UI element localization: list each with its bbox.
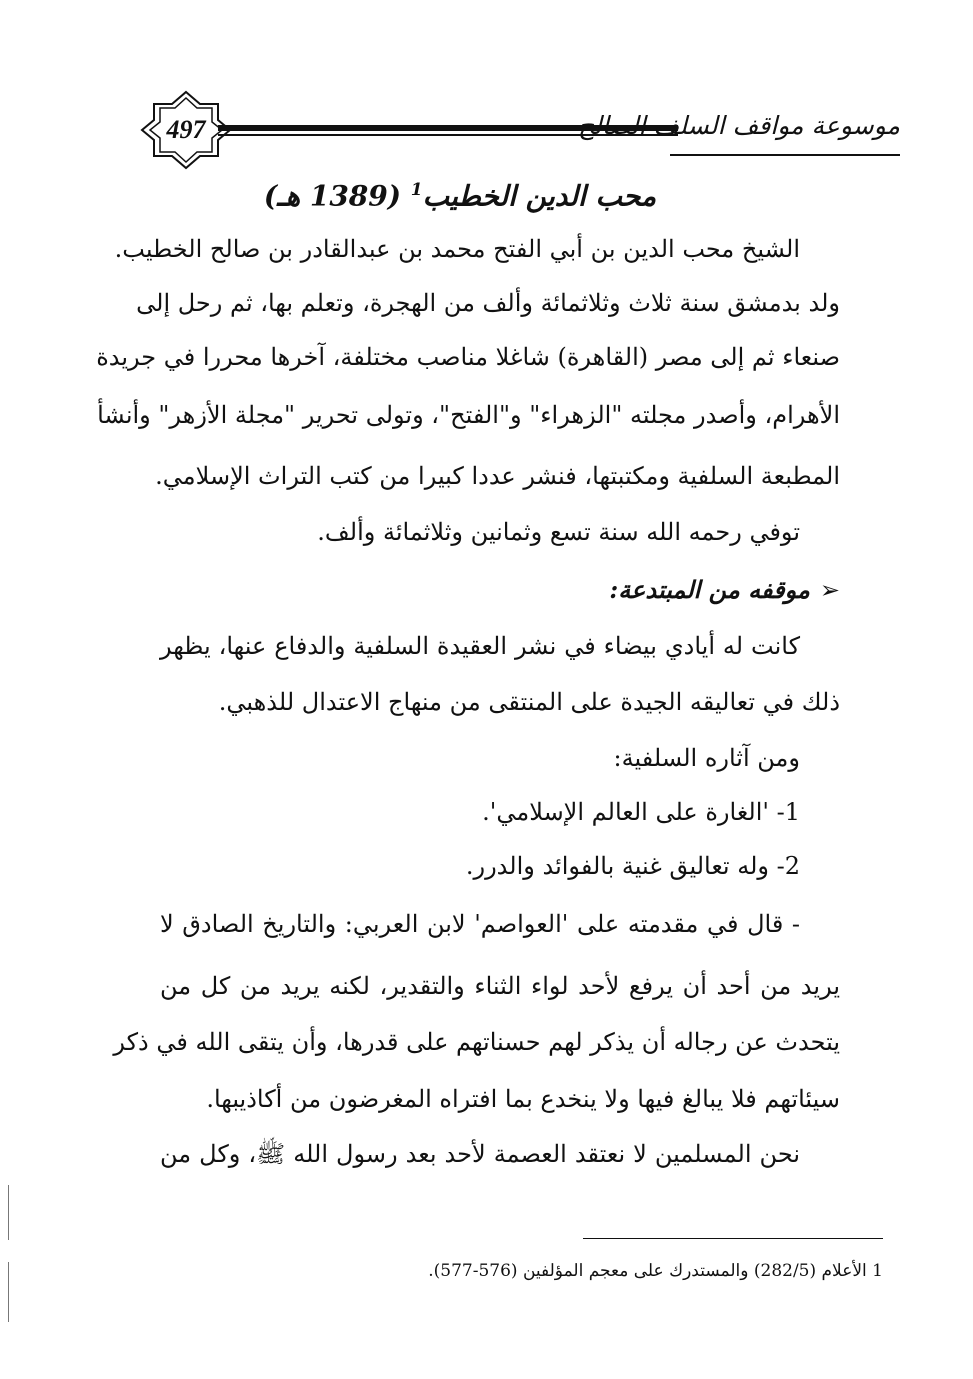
body-line: كانت له أيادي بيضاء في نشر العقيدة السلفية والدفاع عنها، يظهر	[160, 632, 800, 660]
body-line: صنعاء ثم إلى مصر (القاهرة) شاغلا مناصب مختلفة، آخرها محررا في جريدة	[96, 343, 840, 371]
body-line: سيئاتهم فلا يبالغ فيها ولا ينخدع بما افتراه المغرضون من أكاذيبها.	[206, 1085, 840, 1113]
footnote-reference: 1	[410, 180, 423, 200]
body-line: الشيخ محب الدين بن أبي الفتح محمد بن عبدالقادر بن صالح الخطيب.	[114, 235, 800, 263]
article-title-name: محب الدين الخطيب	[422, 179, 657, 213]
body-line: يتحدث عن رجاله أن يذكر لهم حسناتهم على قدرها، وأن يتقى الله في ذكر	[113, 1028, 840, 1056]
article-title	[200, 165, 720, 215]
list-item: 1- 'الغارة على العالم الإسلامي'.	[482, 798, 800, 826]
body-line: يريد من أحد أن يرفع لأحد لواء الثناء والتقدير، لكنه يريد من كل من	[160, 972, 840, 1000]
body-line: نحن المسلمين لا نعتقد العصمة لأحد بعد رسول الله ﷺ، وكل من	[160, 1140, 800, 1168]
section-heading	[480, 566, 840, 614]
body-line: المطبعة السلفية ومكتبتها، فنشر عددا كبيرا من كتب التراث الإسلامي.	[155, 462, 840, 490]
page-number: 497	[166, 115, 206, 144]
footnote: 1 الأعلام (282/5) والمستدرك على معجم المؤلفين (576-577).	[428, 1261, 883, 1281]
body-line: - قال في مقدمته على 'العواصم' لابن العربي: والتاريخ الصادق لا	[160, 910, 800, 938]
page-header	[140, 90, 900, 170]
body-line: ذلك في تعاليقه الجيدة على المنتقى من منهاج الاعتدال للذهبي.	[218, 688, 840, 716]
scan-edge-mark	[8, 1262, 9, 1322]
body-line: ولد بدمشق سنة ثلاث وثلاثمائة وألف من الهجرة، وتعلم بها، ثم رحل إلى	[136, 289, 840, 317]
scan-edge-mark	[8, 1185, 9, 1240]
list-item: 2- وله تعاليق غنية بالفوائد والدرر.	[465, 852, 800, 880]
series-title: موسوعة مواقف السلف الصالح	[670, 98, 900, 156]
article-title-year: (1389 هـ)	[263, 179, 402, 213]
body-line: الأهرام، وأصدر مجلته "الزهراء" و"الفتح"، وتولى تحرير "مجلة الأزهر" وأنشأ	[97, 401, 840, 429]
body-line: توفي رحمه الله سنة تسع وثمانين وثلاثمائة وألف.	[317, 518, 800, 546]
footnote-divider	[583, 1238, 883, 1239]
arrow-bullet-icon: ➢	[819, 576, 840, 604]
body-line: ومن آثاره السلفية:	[613, 744, 800, 772]
section-heading-text: موقفه من المبتدعة:	[609, 575, 810, 604]
